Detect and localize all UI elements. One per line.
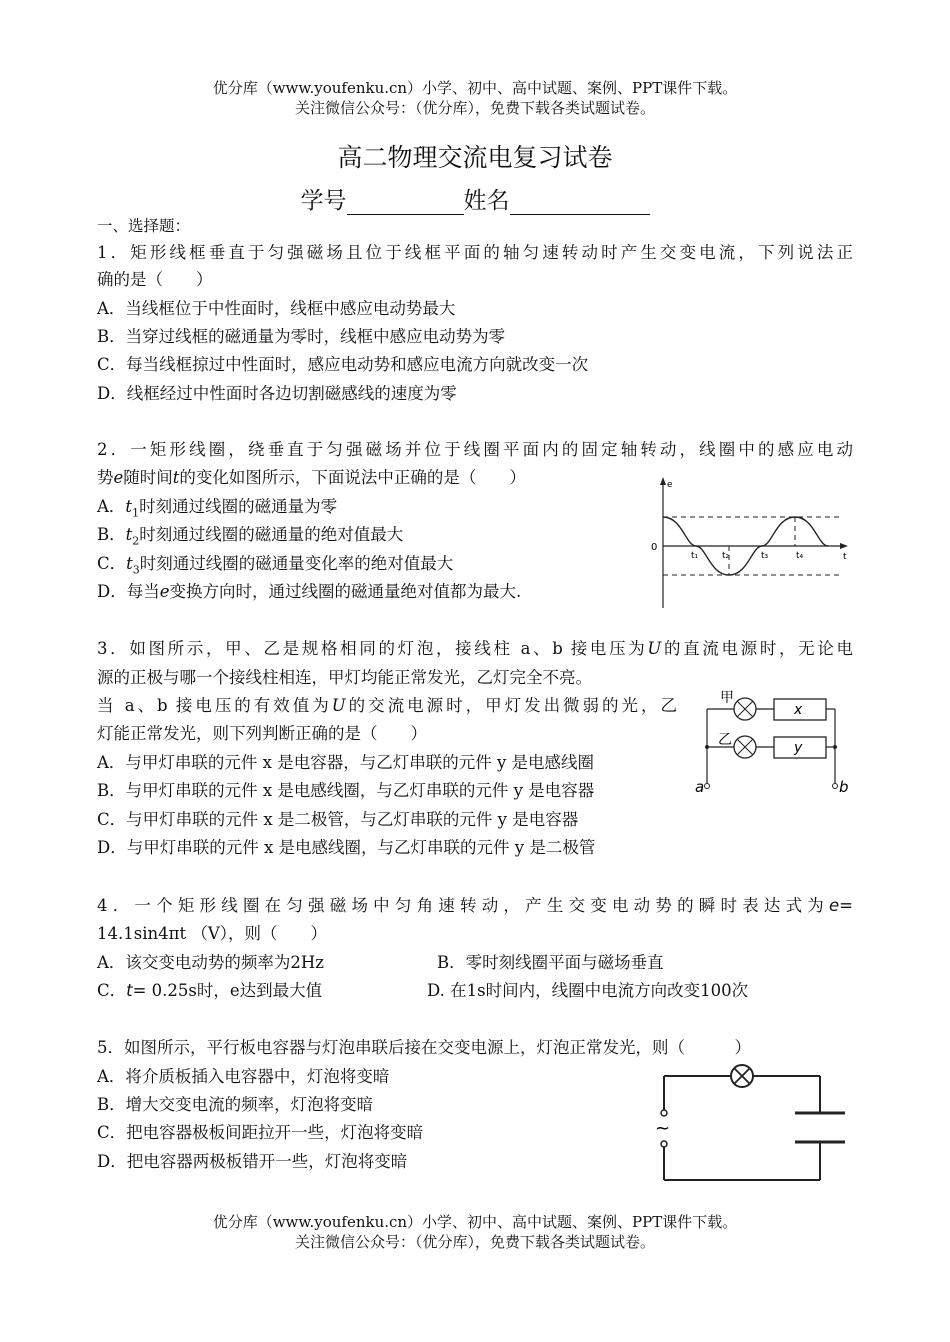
q4-option-c: C．t= 0.25s时，e达到最大值 [97, 981, 323, 1000]
graph-t-label: t [843, 552, 847, 562]
q3-stem-2: 源的正极与哪一个接线柱相连，甲灯均能正常发光，乙灯完全不亮。 [97, 668, 592, 687]
student-id-blank[interactable] [347, 192, 464, 215]
q5-option-b: B．增大交变电流的频率，灯泡将变暗 [97, 1095, 374, 1114]
q2-option-d: D．每当e变换方向时，通过线圈的磁通量绝对值都为最大. [97, 582, 522, 601]
q2-stem-2: 势e随时间t的变化如图所示，下面说法中正确的是（ ） [97, 468, 526, 487]
q3-circuit-diagram [690, 684, 860, 804]
q5-option-d: D．把电容器两极板错开一些，灯泡将变暗 [97, 1152, 408, 1171]
q4-stem-2: 14.1sin4πt （V），则（ ） [97, 924, 327, 943]
student-info [0, 182, 950, 215]
q5-capacitor-circuit [650, 1060, 860, 1190]
source-terminal-top-icon [661, 1110, 667, 1116]
graph-t-arrow-icon [840, 543, 848, 549]
footer-line-2: 关注微信公众号：（优分库），免费下载各类试题试卷。 [294, 1233, 655, 1251]
q3-stem-3: 当 a、b 接电压的有效值为U的交流电源时，甲灯发出微弱的光，乙 [97, 696, 678, 715]
q4-option-d: D. 在1s时间内，线圈中电流方向改变100次 [427, 981, 749, 1000]
terminal-b-label: b [839, 778, 849, 796]
q4-stem-1: 4．一个矩形线圈在匀强磁场中匀角速转动，产生交变电动势的瞬时表达式为e= [97, 896, 853, 915]
q4-option-a: A．该交变电动势的频率为2Hz [97, 953, 324, 972]
q1-option-d: D．线框经过中性面时各边切割磁感线的速度为零 [97, 384, 457, 403]
graph-t1-label: t₁ [691, 551, 699, 561]
q2-option-a: A．$t_1$时刻通过线圈的磁通量为零 [97, 497, 338, 520]
q3-option-a: A．与甲灯串联的元件 x 是电容器，与乙灯串联的元件 y 是电感线圈 [97, 753, 595, 772]
q5-stem: 5．如图所示，平行板电容器与灯泡串联后接在交变电源上，灯泡正常发光，则（ ） [97, 1038, 751, 1057]
q1-option-a: A．当线框位于中性面时，线框中感应电动势最大 [97, 299, 456, 318]
student-name-label: 姓名 [463, 188, 510, 214]
student-id-label: 学号 [300, 188, 347, 214]
ac-source-symbol: ~ [655, 1118, 671, 1139]
q2-option-b: B．$t_2$时刻通过线圈的磁通量的绝对值最大 [97, 525, 404, 548]
q3-option-b: B．与甲灯串联的元件 x 是电感线圈，与乙灯串联的元件 y 是电容器 [97, 781, 595, 800]
q3-stem-4: 灯能正常发光，则下列判断正确的是（ ） [97, 724, 427, 743]
q1-stem-2: 确的是（ ） [97, 270, 213, 289]
q2-stem-1: 2．一矩形线圈，绕垂直于匀强磁场并位于线圈平面内的固定轴转动，线圈中的感应电动 [97, 440, 853, 459]
header-line-1: 优分库（www.youfenku.cn）小学、初中、高中试题、案例、PPT课件下载。 [212, 79, 738, 97]
q3-option-c: C．与甲灯串联的元件 x 是二极管，与乙灯串联的元件 y 是电容器 [97, 810, 579, 829]
q2-option-c: C．$t_3$时刻通过线圈的磁通量变化率的绝对值最大 [97, 554, 454, 577]
lamp-jia-label: 甲 [720, 690, 734, 706]
q1-option-c: C．每当线框掠过中性面时，感应电动势和感应电流方向就改变一次 [97, 355, 589, 374]
section-heading: 一、选择题： [97, 217, 191, 235]
source-terminal-bottom-icon [661, 1141, 667, 1147]
q4-option-b: B．零时刻线圈平面与磁场垂直 [437, 953, 664, 972]
graph-origin-label: 0 [651, 542, 658, 553]
q2-et-graph [648, 474, 858, 610]
terminal-a-label: a [695, 778, 705, 796]
header-line-2: 关注微信公众号：（优分库），免费下载各类试题试卷。 [294, 99, 655, 117]
footer-line-1: 优分库（www.youfenku.cn）小学、初中、高中试题、案例、PPT课件下载。 [212, 1213, 738, 1231]
lamp-yi-label: 乙 [718, 732, 732, 748]
terminal-b-icon [833, 784, 838, 789]
graph-t4-label: t₄ [796, 551, 804, 561]
page-title: 高二物理交流电复习试卷 [337, 143, 613, 172]
student-name-blank[interactable] [510, 192, 650, 215]
q5-option-c: C．把电容器极板间距拉开一些，灯泡将变暗 [97, 1123, 424, 1142]
graph-e-label: e [667, 480, 673, 490]
element-y-label: y [794, 740, 803, 756]
graph-t3-label: t₃ [761, 551, 769, 561]
element-x-label: x [794, 702, 803, 718]
q1-option-b: B．当穿过线框的磁通量为零时，线框中感应电动势为零 [97, 327, 506, 346]
terminal-a-icon [705, 784, 710, 789]
q5-option-a: A．将介质板插入电容器中，灯泡将变暗 [97, 1067, 390, 1086]
q1-stem-1: 1．矩形线框垂直于匀强磁场且位于线框平面的轴匀速转动时产生交变电流，下列说法正 [97, 243, 853, 262]
graph-t2-label: t₂ [722, 551, 730, 561]
q3-option-d: D．与甲灯串联的元件 x 是电感线圈，与乙灯串联的元件 y 是二极管 [97, 838, 596, 857]
graph-e-arrow-icon [660, 477, 666, 485]
q3-stem-1: 3．如图所示，甲、乙是规格相同的灯泡，接线柱 a、b 接电压为U的直流电源时，无论电 [97, 639, 854, 658]
